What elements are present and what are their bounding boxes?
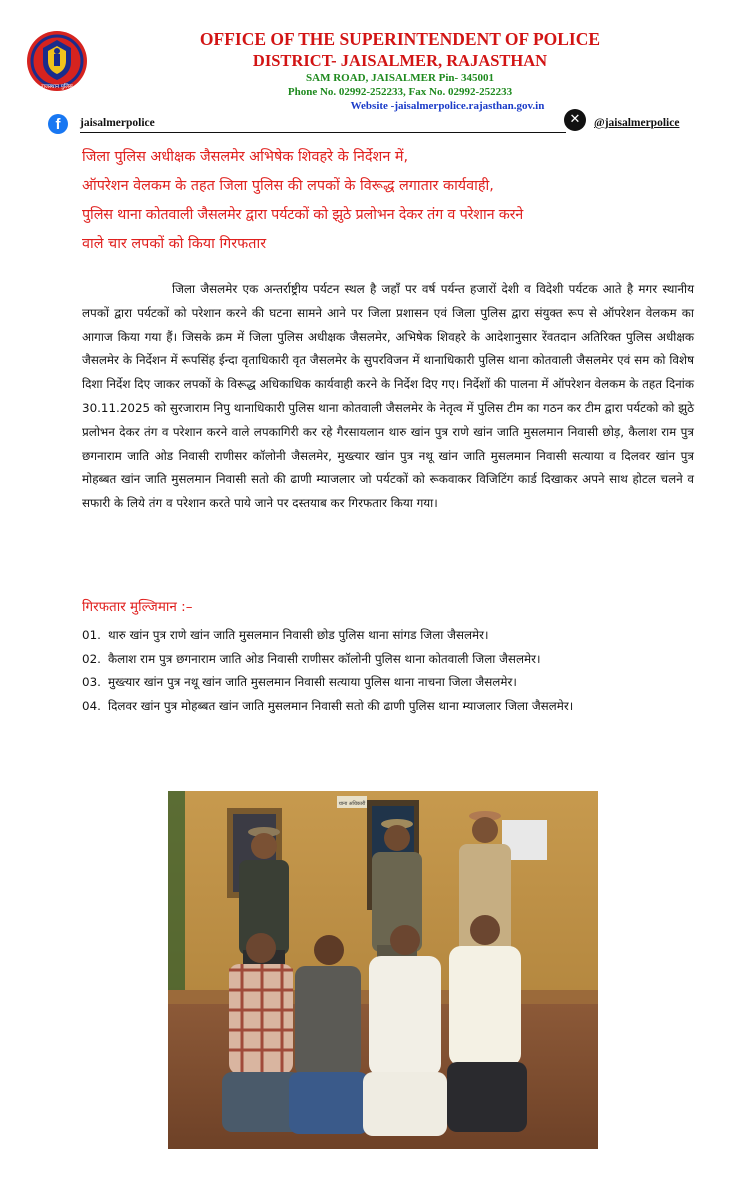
headline-line: ऑपरेशन वेलकम के तहत जिला पुलिस की लपकों के विरूद्ध लगातार कार्यवाही, xyxy=(82,178,494,194)
item-number: 02. xyxy=(82,651,101,666)
press-body xyxy=(82,278,694,516)
x-icon: ✕ xyxy=(564,109,586,131)
list-item xyxy=(82,648,694,672)
x-handle: @jaisalmerpolice xyxy=(594,117,680,129)
list-item xyxy=(82,695,694,719)
list-item xyxy=(82,671,694,695)
item-number: 04. xyxy=(82,698,101,713)
emblem-caption: राजस्थान पुलिस xyxy=(41,84,73,90)
arrest-group-photo xyxy=(167,790,599,1150)
item-text: मुख्त्यार खांन पुत्र नथू खांन जाति मुसलमान निवासी सत्याया पुलिस थाना नाचना जिला जैसलमेर। xyxy=(108,675,517,689)
headline-line: जिला पुलिस अधीक्षक जैसलमेर अभिषेक शिवहरे के निर्देशन में, xyxy=(82,149,409,165)
facebook-handle: jaisalmerpolice xyxy=(80,117,155,129)
facebook-icon: f xyxy=(48,114,68,134)
social-bar xyxy=(48,113,684,137)
office-website: Website -jaisalmerpolice.rajasthan.gov.in xyxy=(350,100,545,112)
rajasthan-police-emblem xyxy=(26,30,88,96)
item-text: कैलाश राम पुत्र छगनाराम जाति ओड निवासी राणीसर कॉलोनी पुलिस थाना कोतवाली जिला जैसलमेर। xyxy=(108,651,541,666)
office-phone: Phone No. 02992-252233, Fax No. 02992-252233 xyxy=(287,86,513,98)
letterhead xyxy=(170,28,630,113)
item-text: थारु खांन पुत्र राणे खांन जाति मुसलमान निवासी छोड पुलिस थाना सांगड जिला जैसलमेर। xyxy=(108,628,489,642)
item-number: 01. xyxy=(82,628,101,642)
list-item xyxy=(82,624,694,648)
office-title: OFFICE OF THE SUPERINTENDENT OF POLICE xyxy=(199,29,601,49)
accused-list xyxy=(82,624,694,718)
accused-heading: गिरफतार मुल्जिमान :– xyxy=(82,599,193,615)
station-sign-text: थाना अधिकारी xyxy=(338,801,366,807)
item-number: 03. xyxy=(82,675,101,689)
body-paragraph: जिला जैसलमेर एक अन्तर्राष्ट्रीय पर्यटन स्थल है जहाँ पर वर्ष पर्यन्त हजारों देशी व विदेशी पर्यटक आते है मगर स्थानीय लपकों द्वारा पर्यटकों को परेशान करने की घटना सामने आने पर जिला प्रशासन एवं जिला पुलिस द्वारा संयुक्त रूप से ऑपरेशन वेलकम का आगाज किया गया हैं। जिसके क्रम में जिला पुलिस अधीक्षक जैसलमेर, अभिषेक शिवहरे के आदेशानुसार रेंवतदान अतिरिक्त पुलिस अधीक्षक जैसलमेर के निर्देशन में रूपसिंह ईन्दा वृताधिकारी वृत जैसलमेर के सुपरविजन में थानाधिकारी पुलिस थाना कोतवाली जैसलमेर एवं सम को विशेष दिशा निर्देश दिए जाकर लपकों के विरूद्ध अधिकाधिक कार्यवाही करने के निर्देश दिए गए। निर्देशों की पालना में ऑपरेशन वेलकम के तहत दिनांक 30.11.2025 को सुरजाराम निपु थानाधिकारी पुलिस थाना कोतवाली जैसलमेर के नेतृत्व में पुलिस टीम का गठन कर टीम द्वारा पर्यटको को झुठे प्रलोभन देकर तंग व परेशान करने वाले लपकागिरी कर रहे गैरसायलान थारु खांन पुत्र राणे खांन जाति मुसलमान निवासी छोड़, कैलाश राम पुत्र छगनाराम जाति ओड निवासी राणीसर कॉलोनी जैसलमेर, मुख्त्यार खांन पुत्र नथू खांन जाति मुसलमान निवासी सत्याया व दिलवर खांन पुत्र मोहब्बत खांन जाति मुसलमान निवासी सतो की ढाणी म्याजलार जो पर्यटकों को रूकवाकर विजिटिंग कार्ड दिखाकर अपने साथ होटल चलने व सफारी के लिये तंग व परेशान करते पाये जाने पर दस्तयाब कर गिरफतार किया गया। xyxy=(82,282,694,511)
item-text: दिलवर खांन पुत्र मोहब्बत खांन जाति मुसलमान निवासी सतो की ढाणी पुलिस थाना म्याजलार जिला जैसलमेर। xyxy=(108,698,574,713)
headline-line: वाले चार लपकों को किया गिरफतार xyxy=(82,236,267,252)
headline-line: पुलिस थाना कोतवाली जैसलमेर द्वारा पर्यटकों को झुठे प्रलोभन देकर तंग व परेशान करने xyxy=(82,207,524,223)
office-address: SAM ROAD, JAISALMER Pin- 345001 xyxy=(306,72,494,84)
press-headline xyxy=(82,143,694,259)
district-title: DISTRICT- JAISALMER, RAJASTHAN xyxy=(252,51,548,70)
divider-line xyxy=(80,132,566,133)
